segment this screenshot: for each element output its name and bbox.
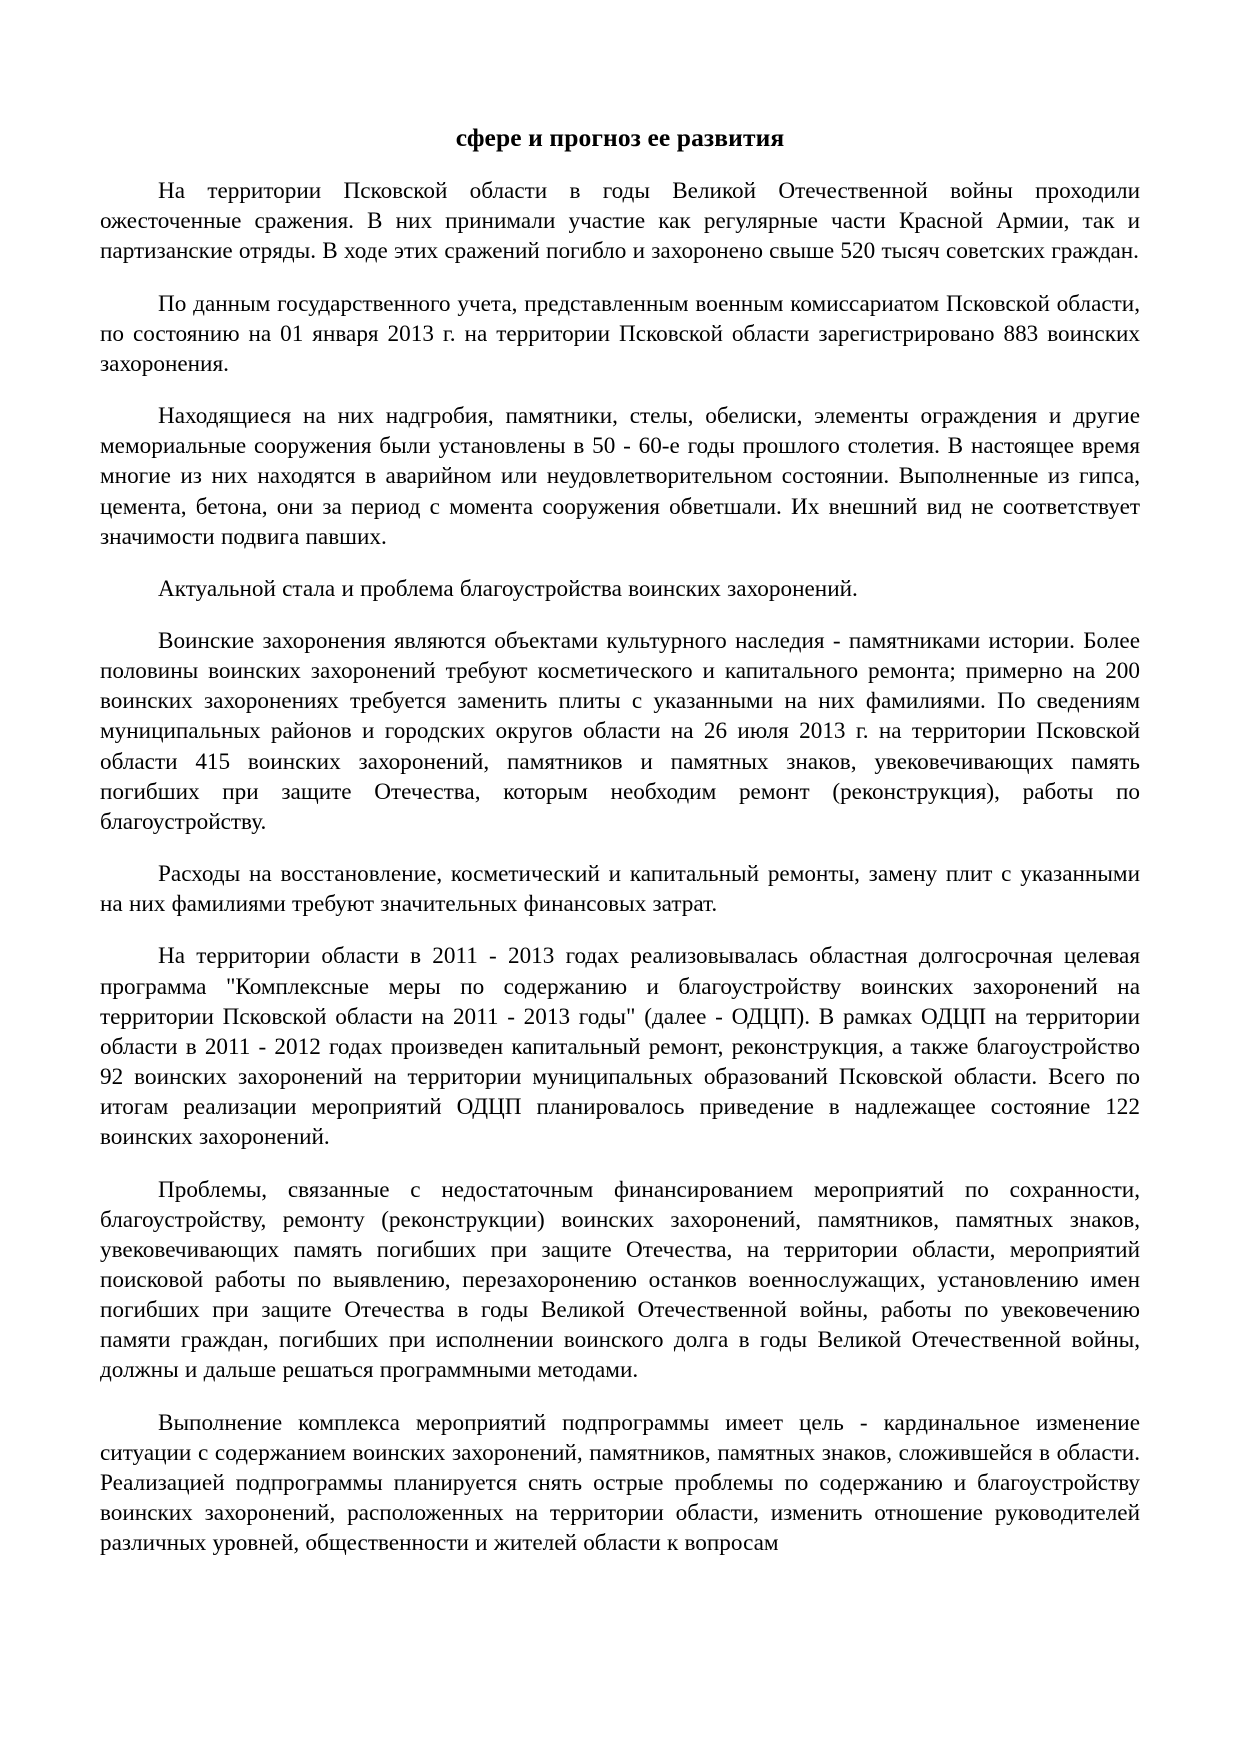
paragraph-7: На территории области в 2011 - 2013 годах реализовывалась областная долгосрочная целевая программа "Комплексные меры по содержанию и благоустройству воинских захоронений на территории Псковской области на 2011 - 2013 годы" (далее - ОДЦП). В рамках ОДЦП на территории области в 2011 - 2012 годах произведен капитальный ремонт, реконструкция, а также благоустройство 92 воинских захоронений на территории муниципальных образований Псковской области. Всего по итогам реализации мероприятий ОДЦП планировалось приведение в надлежащее состояние 122 воинских захоронений. (100, 943, 1140, 1151)
paragraph-9: Выполнение комплекса мероприятий подпрограммы имеет цель - кардинальное изменение ситуации с содержанием воинских захоронений, памятников, памятных знаков, сложившейся в области. Реализацией подпрограммы планируется снять острые проблемы по содержанию и благоустройству воинских захоронений, расположенных на территории области, изменить отношение руководителей различных уровней, общественности и жителей области к вопросам (100, 1409, 1140, 1557)
paragraph-4: Актуальной стала и проблема благоустройства воинских захоронений. (158, 575, 858, 602)
paragraph-1: На территории Псковской области в годы Великой Отечественной войны проходили ожесточенные сражения. В них принимали участие как регулярные части Красной Армии, так и партизанские отряды. В ходе этих сражений погибло и захоронено свыше 520 тысяч советских граждан. (100, 178, 1140, 265)
paragraph-8: Проблемы, связанные с недостаточным финансированием мероприятий по сохранности, благоустройству, ремонту (реконструкции) воинских захоронений, памятников, памятных знаков, увековечивающих память погибших при защите Отечества, на территории области, мероприятий поисковой работы по выявлению, перезахоронению останков военнослужащих, установлению имен погибших при защите Отечества в годы Великой Отечественной войны, работы по увековечению памяти граждан, погибших при исполнении воинского долга в годы Великой Отечественной войны, должны и дальше решаться программными методами. (100, 1176, 1140, 1384)
paragraph-2: По данным государственного учета, представленным военным комиссариатом Псковской области, по состоянию на 01 января 2013 г. на территории Псковской области зарегистрировано 883 воинских захоронения. (100, 290, 1140, 377)
paragraph-5: Воинские захоронения являются объектами культурного наследия - памятниками истории. Более половины воинских захоронений требуют косметического и капитального ремонта; примерно на 200 воинских захоронениях требуется заменить плиты с указанными на них фамилиями. По сведениям муниципальных районов и городских округов области на 26 июля 2013 г. на территории Псковской области 415 воинских захоронений, памятников и памятных знаков, увековечивающих память погибших при защите Отечества, которым необходим ремонт (реконструкция), работы по благоустройству. (100, 628, 1140, 835)
paragraph-6: Расходы на восстановление, косметический и капитальный ремонты, замену плит с указанными на них фамилиями требуют значительных финансовых затрат. (100, 861, 1140, 918)
page-title: сфере и прогноз ее развития (455, 123, 785, 152)
paragraph-3: Находящиеся на них надгробия, памятники, стелы, обелиски, элементы ограждения и другие мемориальные сооружения были установлены в 50 - 60-е годы прошлого столетия. В настоящее время многие из них находятся в аварийном или неудовлетворительном состоянии. Выполненные из гипса, цемента, бетона, они за период с момента сооружения обветшали. Их внешний вид не соответствует значимости подвига павших. (100, 403, 1140, 550)
document-body (100, 122, 1140, 1558)
